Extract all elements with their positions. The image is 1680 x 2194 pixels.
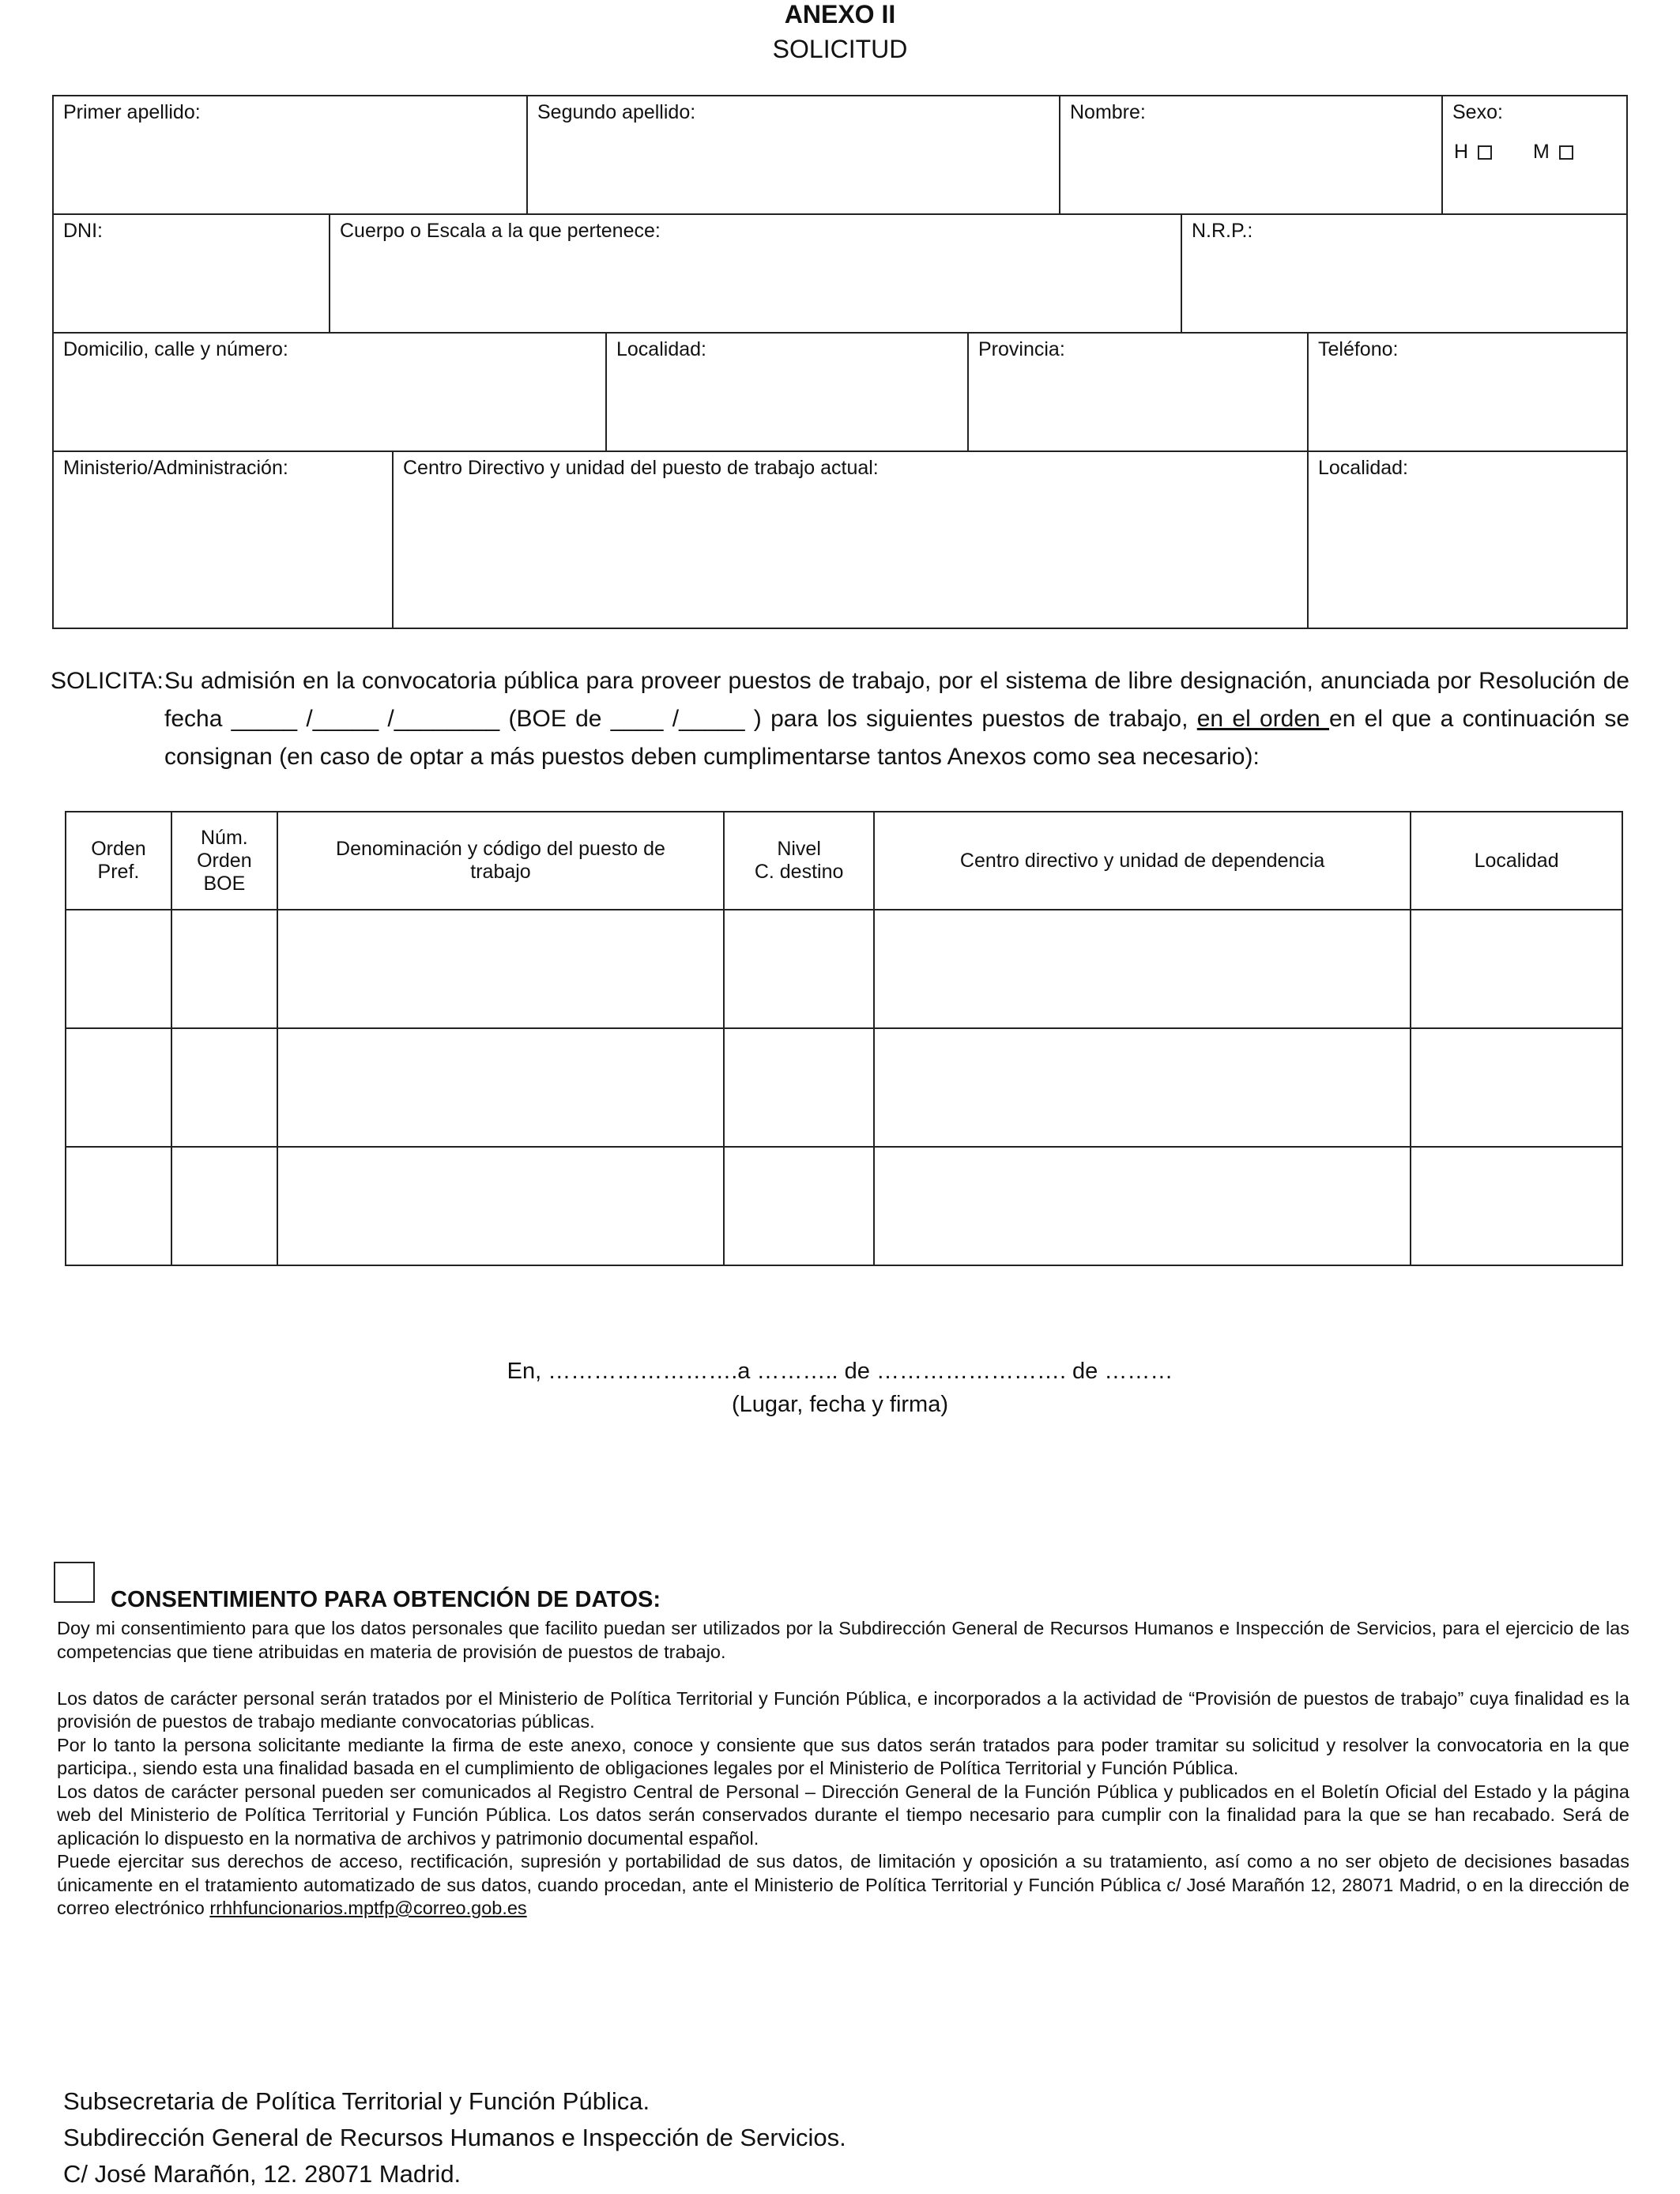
col-header-order-pref (66, 812, 171, 910)
locality-2-field[interactable]: Localidad: (1318, 457, 1408, 479)
request-text-underlined: en el orden (1196, 706, 1330, 732)
table-cell[interactable] (724, 1147, 874, 1265)
header-text: C. destino (754, 861, 844, 883)
table-cell[interactable] (171, 1147, 277, 1265)
consent-paragraph: Los datos de carácter personal serán tratados por el Ministerio de Política Territorial y Función Pública, e incorporados a la actividad de “Provisión de puestos de trabajo” cuya finalidad es la provisión de puestos de trabajo mediante convocatorias públicas. (57, 1687, 1629, 1732)
col-header-directive-center: Centro directivo y unidad de dependencia (874, 812, 1411, 910)
table-cell[interactable] (724, 910, 874, 1028)
locality-field[interactable]: Localidad: (616, 338, 706, 360)
consent-paragraph (57, 1850, 1629, 1921)
consent-rights-text: Puede ejercitar sus derechos de acceso, rectificación, supresión y portabilidad de sus datos, de limitación y oposición a su tratamiento, así como a no ser objeto de decisiones basadas únicamente en el tratamiento automatizado de sus datos, cuando procedan, ante el Ministerio de Política Territorial y Función Pública c/ José Marañón 12, 28071 Madrid, o en la dirección de correo electrónico (57, 1851, 1629, 1918)
positions-table (65, 811, 1623, 1266)
sex-m-option[interactable] (1533, 141, 1573, 164)
sex-m-label: M (1533, 141, 1550, 163)
request-paragraph (51, 662, 1629, 776)
header-text: Pref. (97, 861, 140, 883)
signature-caption: (Lugar, fecha y firma) (732, 1392, 948, 1417)
province-field[interactable]: Provincia: (978, 338, 1065, 360)
table-cell[interactable] (874, 1147, 1411, 1265)
request-text-part2: en el que a continuación se consignan (en caso de optar a más puestos deben cumplimentarse tantos Anexos como sea necesario): (164, 706, 1630, 770)
col-divider (1307, 450, 1309, 629)
phone-field[interactable]: Teléfono: (1318, 338, 1399, 360)
sex-h-option[interactable] (1454, 141, 1492, 164)
header-text: Orden (91, 838, 146, 860)
col-divider (967, 332, 969, 450)
col-header-num-order-boe (171, 812, 277, 910)
second-surname-field[interactable]: Segundo apellido: (537, 101, 696, 123)
sex-m-checkbox[interactable] (1559, 145, 1573, 160)
table-header-row (66, 812, 1622, 910)
table-cell[interactable] (66, 1028, 171, 1147)
directive-center-field[interactable]: Centro Directivo y unidad del puesto de trabajo actual: (403, 457, 879, 479)
header-text: Núm. (200, 826, 248, 849)
footer (63, 2083, 846, 2192)
header-text: trabajo (470, 861, 531, 883)
name-field[interactable]: Nombre: (1070, 101, 1146, 123)
consent-paragraph: Los datos de carácter personal pueden ser comunicados al Registro Central de Personal – Dirección General de la Función Pública y publicados en el Boletín Oficial del Estado y la página web del Ministerio de Política Territorial y Función Pública. Los datos serán conservados durante el tiempo necesario para cumplir con la finalidad para la que se han recabado. Será de aplicación lo dispuesto en la normativa de archivos y patrimonio documental español. (57, 1781, 1629, 1849)
col-divider (329, 213, 330, 332)
email-link[interactable]: rrhhfuncionarios.mptfp@correo.gob.es (209, 1898, 527, 1918)
header-text: Orden (197, 849, 252, 872)
corps-field[interactable]: Cuerpo o Escala a la que pertenece: (340, 220, 661, 242)
sex-label: Sexo: (1452, 101, 1503, 123)
sex-h-checkbox[interactable] (1478, 145, 1492, 160)
request-label: SOLICITA: (51, 668, 164, 694)
table-cell[interactable] (66, 1147, 171, 1265)
table-cell[interactable] (171, 1028, 277, 1147)
row-divider (52, 332, 1628, 334)
table-cell[interactable] (1411, 1147, 1622, 1265)
table-row (66, 1147, 1622, 1265)
table-cell[interactable] (277, 1147, 724, 1265)
row-divider (52, 450, 1628, 452)
table-cell[interactable] (277, 910, 724, 1028)
table-cell[interactable] (66, 910, 171, 1028)
table-cell[interactable] (277, 1028, 724, 1147)
col-divider (605, 332, 607, 450)
table-cell[interactable] (874, 1028, 1411, 1147)
table-row (66, 1028, 1622, 1147)
nrp-field[interactable]: N.R.P.: (1192, 220, 1253, 242)
footer-line: C/ José Marañón, 12. 28071 Madrid. (63, 2160, 461, 2188)
address-field[interactable]: Domicilio, calle y número: (63, 338, 288, 360)
annex-title: ANEXO II (784, 0, 896, 28)
consent-title: CONSENTIMIENTO PARA OBTENCIÓN DE DATOS: (111, 1587, 661, 1612)
table-cell[interactable] (1411, 1028, 1622, 1147)
header-text: BOE (203, 872, 246, 895)
col-divider (1059, 95, 1060, 213)
footer-line: Subsecretaria de Política Territorial y Función Pública. (63, 2087, 650, 2115)
dni-field[interactable]: DNI: (63, 220, 103, 242)
form-title: SOLICITUD (772, 35, 908, 63)
table-cell[interactable] (724, 1028, 874, 1147)
sex-h-label: H (1454, 141, 1469, 163)
col-header-locality: Localidad (1411, 812, 1622, 910)
col-header-denomination (277, 812, 724, 910)
form-border (52, 95, 1628, 629)
table-cell[interactable] (874, 910, 1411, 1028)
header-text: Nivel (777, 838, 821, 860)
signature-line: En, …………………….a ……….. de ……………………. de ……… (507, 1359, 1173, 1384)
consent-checkbox[interactable] (54, 1562, 95, 1603)
first-surname-field[interactable]: Primer apellido: (63, 101, 201, 123)
col-header-level (724, 812, 874, 910)
consent-paragraph: Por lo tanto la persona solicitante mediante la firma de este anexo, conoce y consiente que sus datos serán tratados para poder tramitar su solicitud y resolver la convocatoria en la que participa., siendo esta una finalidad basada en el cumplimiento de obligaciones legales por el Ministerio de Política Territorial y Función Pública. (57, 1734, 1629, 1778)
col-divider (1307, 332, 1309, 450)
col-divider (1441, 95, 1443, 213)
col-divider (1181, 213, 1182, 332)
table-cell[interactable] (171, 910, 277, 1028)
request-text (164, 662, 1629, 776)
table-cell[interactable] (1411, 910, 1622, 1028)
header-text: Denominación y código del puesto de (336, 838, 665, 860)
request-text-part1: Su admisión en la convocatoria pública para proveer puestos de trabajo, por el sistema de libre designación, anunciada por Resolución de fecha _____ /_____ /________ (BOE de ____ /_____ ) para los siguientes puestos de trabajo, (164, 668, 1629, 732)
table-row (66, 910, 1622, 1028)
col-divider (526, 95, 528, 213)
row-divider (52, 213, 1628, 215)
col-divider (392, 450, 394, 629)
ministry-field[interactable]: Ministerio/Administración: (63, 457, 288, 479)
consent-text (57, 1617, 1629, 1921)
footer-line: Subdirección General de Recursos Humanos e Inspección de Servicios. (63, 2124, 846, 2151)
consent-paragraph: Doy mi consentimiento para que los datos personales que facilito puedan ser utilizados por la Subdirección General de Recursos Humanos e Inspección de Servicios, para el ejercicio de las competencias que tiene atribuidas en materia de provisión de puestos de trabajo. (57, 1618, 1629, 1662)
